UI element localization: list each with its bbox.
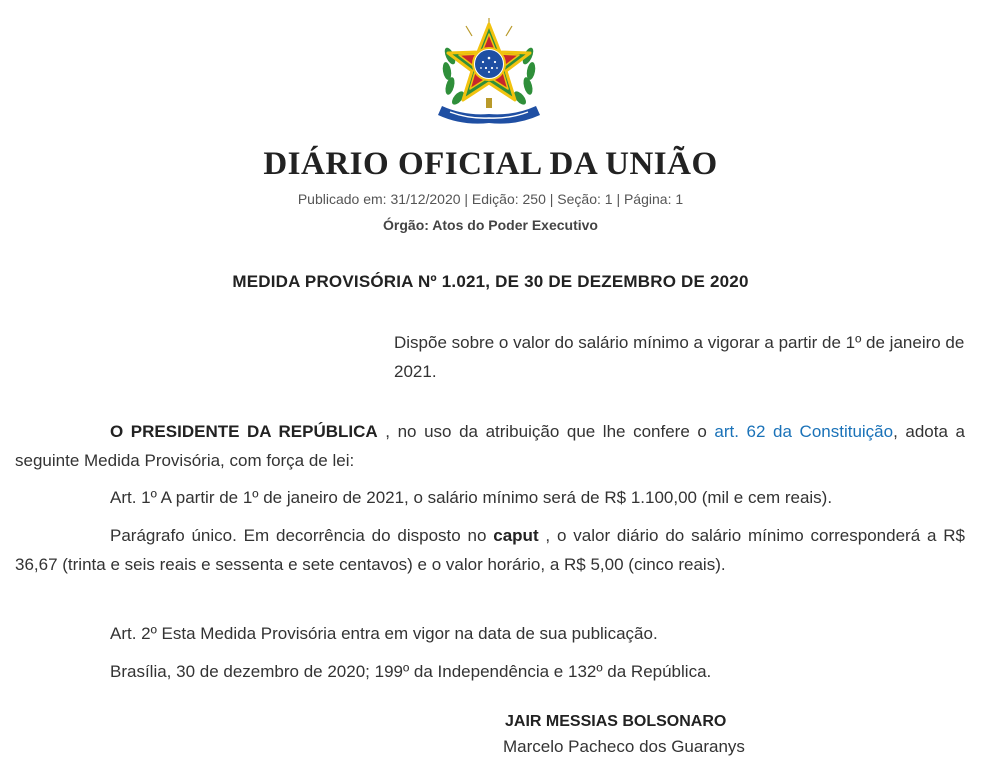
closing-paragraph: Brasília, 30 de dezembro de 2020; 199º da Independência e 132º da República. (110, 662, 712, 681)
minister-signature: Marcelo Pacheco dos Guaranys (503, 737, 745, 756)
sole-paragraph-text-2: , o valor diário do salário mínimo corresponderá a R$ 36,67 (trinta e seis reais e sessenta e sete centavos) e o valor horário, a R$ 5,00 (cinco reais). (15, 526, 965, 574)
president-signature: JAIR MESSIAS BOLSONARO (505, 713, 727, 730)
publication-info: Publicado em: 31/12/2020 | Edição: 250 | Seção: 1 | Página: 1 (297, 191, 684, 207)
preamble-text-2: , adota a seguinte Medida Provisória, com força de lei: (15, 422, 965, 470)
article-2-paragraph: Art. 2º Esta Medida Provisória entra em vigor na data de sua publicação. (110, 624, 658, 643)
president-heading: O PRESIDENTE DA REPÚBLICA (110, 422, 378, 441)
brazil-coat-of-arms-icon (436, 16, 542, 128)
act-title: MEDIDA PROVISÓRIA Nº 1.021, DE 30 DE DEZEMBRO DE 2020 (232, 272, 749, 291)
preamble-text-1: , no uso da atribuição que lhe confere o (377, 422, 715, 441)
issuing-body: Órgão: Atos do Poder Executivo (383, 217, 598, 233)
article-1-paragraph: Art. 1º A partir de 1º de janeiro de 2021, o salário mínimo será de R$ 1.100,00 (mil e cem reais). (110, 488, 833, 507)
sole-paragraph-text-1: Parágrafo único. Em decorrência do disposto no (110, 526, 494, 545)
preamble-paragraph (15, 417, 965, 475)
constitution-article-link[interactable]: art. 62 da Constituição (714, 422, 894, 441)
caput-term: caput (493, 526, 539, 545)
masthead-title: DIÁRIO OFICIAL DA UNIÃO (263, 146, 718, 182)
sole-paragraph (15, 521, 965, 579)
act-summary: Dispõe sobre o valor do salário mínimo a vigorar a partir de 1º de janeiro de 2021. (394, 333, 965, 381)
